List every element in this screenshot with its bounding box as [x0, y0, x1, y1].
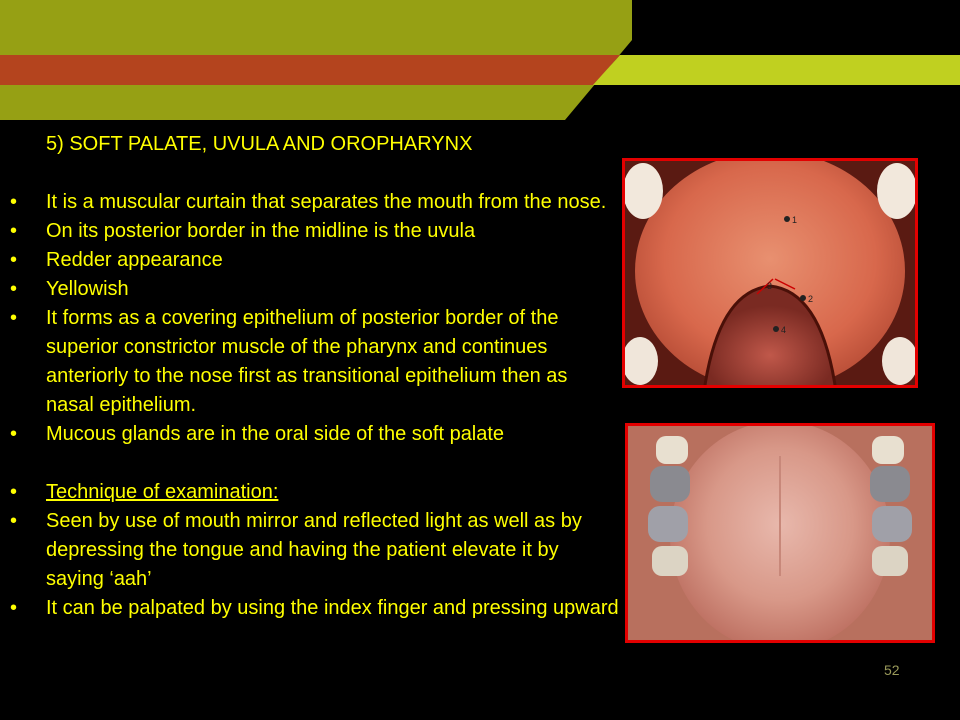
slide-body — [0, 130, 620, 623]
bullet-dot: • — [10, 307, 18, 329]
bullet-item — [0, 246, 620, 275]
bullet-text: It can be palpated by using the index finger and pressing upward — [46, 597, 619, 619]
bullet-text: Yellowish — [46, 278, 129, 300]
bullet-dot: • — [10, 220, 18, 242]
photo-marker-3: 3 — [767, 281, 773, 291]
header-banner — [0, 0, 960, 120]
photo-marker-4: 4 — [781, 325, 787, 335]
bullet-dot: • — [10, 597, 18, 619]
bullet-item — [0, 188, 620, 217]
bullet-text: On its posterior border in the midline is the uvula — [46, 220, 476, 242]
exam-heading — [0, 478, 620, 507]
bullet-item — [0, 420, 620, 449]
bullet-item — [0, 304, 620, 420]
bullet-item — [0, 594, 620, 623]
palate-photo — [625, 423, 935, 643]
bullet-item — [0, 217, 620, 246]
bullet-text: It forms as a covering epithelium of posterior border of the superior constrictor muscle of the pharynx and continues anteriorly to the nose first as transitional epithelium then as nasal epithelium. — [46, 307, 568, 416]
photo-marker-1: 1 — [792, 215, 798, 225]
soft-palate-photo — [622, 158, 918, 388]
photo-marker-2: 2 — [808, 294, 814, 304]
bullet-dot: • — [10, 423, 18, 445]
bullet-text: Mucous glands are in the oral side of the soft palate — [46, 423, 505, 445]
exam-heading-text: Technique of examination: — [46, 481, 279, 503]
bullet-dot: • — [10, 510, 18, 532]
bullet-dot: • — [10, 191, 18, 213]
bullet-item — [0, 275, 620, 304]
bullet-dot: • — [10, 481, 18, 503]
bullet-text: It is a muscular curtain that separates the mouth from the nose. — [46, 191, 607, 213]
bullet-dot: • — [10, 278, 18, 300]
page-number: 52 — [884, 662, 900, 678]
bullet-item — [0, 507, 620, 594]
bullet-text: Redder appearance — [46, 249, 223, 271]
bullet-text: Seen by use of mouth mirror and reflected light as well as by depressing the tongue and having the patient elevate it by saying ‘aah’ — [46, 510, 582, 590]
slide-title: 5) SOFT PALATE, UVULA AND OROPHARYNX — [46, 133, 473, 155]
bullet-dot: • — [10, 249, 18, 271]
